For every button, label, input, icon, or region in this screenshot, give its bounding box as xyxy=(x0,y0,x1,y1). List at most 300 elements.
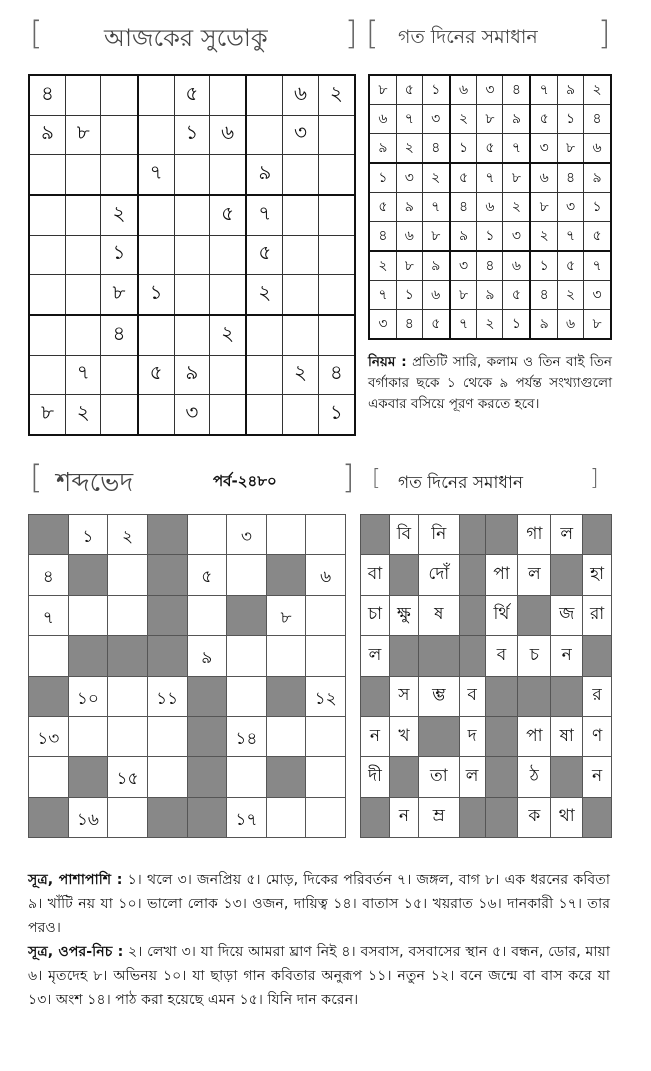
sudoku-solution-cell: ৮ xyxy=(369,75,396,105)
crossword-grid xyxy=(28,514,346,838)
sudoku-solution-row xyxy=(369,309,611,339)
sudoku-rules xyxy=(368,352,612,415)
sudoku-cell: ২ xyxy=(101,195,138,235)
sudoku-solution-cell: ৫ xyxy=(450,163,477,193)
sudoku-row xyxy=(29,155,355,195)
crossword-cell xyxy=(266,716,306,756)
down-clues: ২। লেখা ৩। যা দিয়ে আমরা ঘ্রাণ নিই ৪। বসবাস, বসবাসের স্থান ৫। বন্ধন, ডোর, মায়া ৬। মৃতদেহ ৮। অভিনয় ১০। যা ছাড়া গান কবিতার অনুরূপ ১১। নতুন ১২। বনে জন্মে বা বাস করে যা ১৩। অংশ ১৪। পাঠ করা হয়েছে এমন ১৫। যিনি দান করেন। xyxy=(28,944,611,1008)
sudoku-cell xyxy=(29,355,66,395)
sudoku-cell: ২ xyxy=(283,355,318,395)
clue-number: ৩ xyxy=(240,527,252,547)
crossword-cell xyxy=(147,757,187,797)
rules-label: নিয়ম : xyxy=(368,354,407,370)
sudoku-solution-cell: ৪ xyxy=(503,75,530,105)
crossword-solution-row xyxy=(361,757,612,797)
sudoku-cell xyxy=(101,355,138,395)
crossword-solution-cell: দ xyxy=(459,716,485,756)
sudoku-solution-cell: ৬ xyxy=(369,105,396,134)
crossword-solution-cell: দী xyxy=(361,757,390,797)
sudoku-solution-cell: ৫ xyxy=(369,192,396,221)
clue-number: ১৭ xyxy=(235,809,258,830)
sudoku-solution-cell: ১ xyxy=(477,221,503,251)
sudoku-cell xyxy=(210,235,247,275)
crossword-solution-cell: ন xyxy=(551,636,583,676)
sudoku-cell: ৯ xyxy=(174,355,209,395)
sudoku-solution-cell: ২ xyxy=(503,192,530,221)
crossword-row xyxy=(29,515,346,555)
sudoku-cell: ৮ xyxy=(29,395,66,435)
crossword-cell xyxy=(227,676,267,716)
crossword-solution-cell: ক xyxy=(518,797,551,837)
sudoku-solution-cell: ৪ xyxy=(396,309,422,339)
crossword-solution-black-cell xyxy=(551,555,583,595)
crossword-black-cell xyxy=(147,595,187,635)
sudoku-solution-cell: ২ xyxy=(396,133,422,163)
sudoku-row xyxy=(29,275,355,315)
crossword-row xyxy=(29,757,346,797)
sudoku-cell xyxy=(138,75,175,115)
crossword-solution-row xyxy=(361,555,612,595)
clue-number: ১২ xyxy=(314,688,337,709)
sudoku-solution-cell: ৭ xyxy=(503,133,530,163)
crossword-solution-cell: বা xyxy=(361,555,390,595)
crossword-black-cell xyxy=(187,676,227,716)
sudoku-solution-cell: ৩ xyxy=(558,192,584,221)
crossword-solution-cell: দোঁ xyxy=(418,555,459,595)
sudoku-cell: ৫ xyxy=(246,235,283,275)
sudoku-cell xyxy=(210,155,247,195)
sudoku-cell xyxy=(66,155,101,195)
sudoku-row xyxy=(29,75,355,115)
sudoku-cell xyxy=(101,155,138,195)
sudoku-solution-cell: ৫ xyxy=(558,251,584,281)
crossword-cell xyxy=(108,595,148,635)
sudoku-solution-cell: ৩ xyxy=(422,105,449,134)
crossword-solution-black-cell xyxy=(418,636,459,676)
crossword-black-cell xyxy=(29,797,69,837)
crossword-solution-black-cell xyxy=(389,636,418,676)
sudoku-solution-cell: ১ xyxy=(422,75,449,105)
sudoku-cell: ৪ xyxy=(29,75,66,115)
sudoku-solution-cell: ৮ xyxy=(477,105,503,134)
sudoku-solution-cell: ৫ xyxy=(584,221,611,251)
crossword-solution-black-cell xyxy=(551,757,583,797)
sudoku-solution-cell: ১ xyxy=(450,133,477,163)
crossword-solution-cell: ন xyxy=(389,797,418,837)
crossword-black-cell xyxy=(227,595,267,635)
rules-text: প্রতিটি সারি, কলাম ও তিন বাই তিন বর্গাকার ছকে ১ থেকে ৯ পর্যন্ত সংখ্যাগুলো একবার বসিয়ে পূরণ করতে হবে। xyxy=(368,354,612,412)
crossword-solution-cell: ল xyxy=(361,636,390,676)
bracket-open: [ xyxy=(30,14,43,52)
crossword-row xyxy=(29,797,346,837)
crossword-solution-cell: স xyxy=(389,676,418,716)
sudoku-cell xyxy=(29,275,66,315)
crossword-solution-black-cell xyxy=(459,595,485,635)
sudoku-cell xyxy=(29,235,66,275)
sudoku-solution-row xyxy=(369,221,611,251)
sudoku-cell: ৬ xyxy=(210,115,247,155)
crossword-cell xyxy=(187,595,227,635)
sudoku-solution-cell: ১ xyxy=(369,163,396,193)
sudoku-cell: ১ xyxy=(174,115,209,155)
crossword-solution-black-cell xyxy=(485,515,518,555)
sudoku-solution-cell: ৮ xyxy=(503,163,530,193)
sudoku-solution-cell: ৯ xyxy=(558,75,584,105)
sudoku-cell xyxy=(29,195,66,235)
crossword-solution-black-cell xyxy=(583,797,612,837)
sudoku-solution-row xyxy=(369,163,611,193)
crossword-solution-black-cell xyxy=(389,555,418,595)
crossword-solution-cell: ক্ষু xyxy=(389,595,418,635)
sudoku-solution-cell: ৪ xyxy=(450,192,477,221)
crossword-cell xyxy=(29,555,69,595)
sudoku-cell xyxy=(246,315,283,355)
sudoku-cell xyxy=(66,75,101,115)
crossword-cell xyxy=(68,797,108,837)
sudoku-cell xyxy=(318,275,355,315)
crossword-black-cell xyxy=(147,555,187,595)
sudoku-solution-cell: ৯ xyxy=(503,105,530,134)
crossword-solution-cell: চা xyxy=(361,595,390,635)
clue-number: ৯ xyxy=(201,648,213,669)
sudoku-cell: ৫ xyxy=(138,355,175,395)
crossword-solution-black-cell xyxy=(583,515,612,555)
crossword-solution-cell: ল xyxy=(551,515,583,555)
sudoku-solution-cell: ১ xyxy=(584,192,611,221)
sudoku-cell xyxy=(66,275,101,315)
clue-number: ১০ xyxy=(76,688,99,709)
sudoku-row xyxy=(29,395,355,435)
crossword-cell xyxy=(108,676,148,716)
crossword-black-cell xyxy=(68,555,108,595)
clue-number: ৬ xyxy=(320,567,332,588)
crossword-cell xyxy=(266,595,306,635)
crossword-cell xyxy=(187,636,227,676)
sudoku-solution-cell: ৪ xyxy=(422,133,449,163)
sudoku-cell xyxy=(174,195,209,235)
crossword-solution-black-cell xyxy=(361,676,390,716)
crossword-solution-cell: জ xyxy=(551,595,583,635)
sudoku-solution-cell: ১ xyxy=(396,280,422,309)
sudoku-cell: ৫ xyxy=(210,195,247,235)
sudoku-cell xyxy=(283,395,318,435)
sudoku-cell xyxy=(66,315,101,355)
sudoku-cell xyxy=(101,75,138,115)
crossword-solution-row xyxy=(361,797,612,837)
sudoku-cell xyxy=(138,395,175,435)
bracket-open: [ xyxy=(366,14,379,52)
sudoku-cell xyxy=(318,235,355,275)
sudoku-cell xyxy=(174,155,209,195)
sudoku-cell: ৩ xyxy=(283,115,318,155)
crossword-solution-black-cell xyxy=(583,636,612,676)
sudoku-cell: ৫ xyxy=(174,75,209,115)
sudoku-cell: ১ xyxy=(101,235,138,275)
crossword-solution-black-cell xyxy=(485,676,518,716)
crossword-cell xyxy=(306,595,346,635)
sudoku-solution-cell: ৫ xyxy=(422,309,449,339)
clue-number: ৫ xyxy=(201,567,213,588)
sudoku-solution-cell: ৭ xyxy=(422,192,449,221)
sudoku-cell xyxy=(29,155,66,195)
clue-number: ১৪ xyxy=(235,728,258,749)
crossword-solution-cell: থা xyxy=(551,797,583,837)
crossword-cell xyxy=(306,797,346,837)
sudoku-cell xyxy=(283,235,318,275)
crossword-solution-cell: ম্ভ xyxy=(418,676,459,716)
sudoku-solution-grid xyxy=(368,74,612,340)
crossword-solution-black-cell xyxy=(485,797,518,837)
crossword-cell xyxy=(108,757,148,797)
crossword-cell xyxy=(147,716,187,756)
crossword-solution-cell: হা xyxy=(583,555,612,595)
crossword-solution-cell: ল xyxy=(518,555,551,595)
sudoku-cell xyxy=(138,315,175,355)
crossword-cell xyxy=(108,797,148,837)
sudoku-solution-cell: ৮ xyxy=(558,133,584,163)
sudoku-row xyxy=(29,235,355,275)
sudoku-solution-cell: ৮ xyxy=(396,251,422,281)
sudoku-solution-cell: ৭ xyxy=(369,280,396,309)
crossword-cell xyxy=(306,515,346,555)
sudoku-cell: ১ xyxy=(318,395,355,435)
crossword-cell xyxy=(227,555,267,595)
crossword-title: শব্দভেদ xyxy=(56,468,134,498)
sudoku-solution-cell: ২ xyxy=(584,75,611,105)
crossword-cell xyxy=(147,676,187,716)
crossword-cell xyxy=(266,515,306,555)
crossword-solution-black-cell xyxy=(518,676,551,716)
crossword-cell xyxy=(306,716,346,756)
crossword-solution-cell: পা xyxy=(518,716,551,756)
bracket-close: ] xyxy=(590,466,599,491)
crossword-black-cell xyxy=(187,716,227,756)
crossword-cell xyxy=(306,636,346,676)
sudoku-solution-cell: ২ xyxy=(530,221,557,251)
sudoku-solution-cell: ৭ xyxy=(477,163,503,193)
crossword-solution-cell: র xyxy=(583,676,612,716)
sudoku-cell xyxy=(66,195,101,235)
crossword-solution-grid xyxy=(360,514,612,838)
down-label: সূত্র, ওপর-নিচ : xyxy=(28,944,124,960)
crossword-cell xyxy=(227,515,267,555)
crossword-cell xyxy=(227,797,267,837)
sudoku-solution-cell: ২ xyxy=(477,309,503,339)
crossword-black-cell xyxy=(187,757,227,797)
crossword-solution-black-cell xyxy=(418,716,459,756)
crossword-solution-cell: গা xyxy=(518,515,551,555)
crossword-black-cell xyxy=(187,797,227,837)
bracket-close: ] xyxy=(345,14,358,52)
sudoku-row xyxy=(29,115,355,155)
sudoku-solution-cell: ৭ xyxy=(558,221,584,251)
sudoku-solution-cell: ২ xyxy=(369,251,396,281)
sudoku-solution-row xyxy=(369,133,611,163)
sudoku-cell: ২ xyxy=(66,395,101,435)
crossword-cell xyxy=(227,716,267,756)
sudoku-solution-cell: ৩ xyxy=(584,280,611,309)
bracket-open: [ xyxy=(372,466,381,491)
sudoku-cell xyxy=(138,195,175,235)
crossword-solution-cell: ব xyxy=(485,636,518,676)
crossword-solution-cell: ন xyxy=(361,716,390,756)
across-label: সূত্র, পাশাপাশি : xyxy=(28,872,123,888)
sudoku-row xyxy=(29,315,355,355)
crossword-solution-row xyxy=(361,595,612,635)
crossword-cell xyxy=(306,676,346,716)
crossword-solution-cell: রা xyxy=(583,595,612,635)
sudoku-cell xyxy=(66,235,101,275)
bracket-close: ] xyxy=(342,458,355,496)
sudoku-cell xyxy=(318,315,355,355)
sudoku-cell xyxy=(246,75,283,115)
crossword-cell xyxy=(29,757,69,797)
sudoku-solution-cell: ২ xyxy=(558,280,584,309)
crossword-cell xyxy=(227,757,267,797)
crossword-solution-cell: খ xyxy=(389,716,418,756)
sudoku-solution-cell: ৮ xyxy=(584,309,611,339)
clue-number: ৪ xyxy=(42,567,54,588)
sudoku-cell xyxy=(210,395,247,435)
clue-number: ১ xyxy=(82,527,94,547)
sudoku-cell xyxy=(318,155,355,195)
sudoku-solution-cell: ৩ xyxy=(477,75,503,105)
crossword-solution-title: গত দিনের সমাধান xyxy=(398,473,524,493)
sudoku-cell xyxy=(138,235,175,275)
sudoku-cell xyxy=(210,355,247,395)
sudoku-solution-cell: ১ xyxy=(503,309,530,339)
crossword-solution-cell: নি xyxy=(418,515,459,555)
crossword-black-cell xyxy=(68,636,108,676)
sudoku-solution-cell: ৬ xyxy=(422,280,449,309)
crossword-cell xyxy=(266,797,306,837)
crossword-solution-black-cell xyxy=(485,757,518,797)
crossword-solution-black-cell xyxy=(551,676,583,716)
crossword-solution-row xyxy=(361,716,612,756)
crossword-solution-cell: ব xyxy=(459,676,485,716)
crossword-cell xyxy=(108,716,148,756)
sudoku-cell: ১ xyxy=(138,275,175,315)
crossword-solution-cell: পা xyxy=(485,555,518,595)
sudoku-solution-cell: ৬ xyxy=(530,163,557,193)
crossword-black-cell xyxy=(147,797,187,837)
sudoku-solution-cell: ৮ xyxy=(422,221,449,251)
sudoku-solution-cell: ৩ xyxy=(369,309,396,339)
sudoku-cell xyxy=(283,195,318,235)
crossword-cell xyxy=(108,515,148,555)
crossword-solution-cell: র্থি xyxy=(485,595,518,635)
crossword-solution-cell: ষ xyxy=(418,595,459,635)
crossword-solution-black-cell xyxy=(459,797,485,837)
crossword-solution-black-cell xyxy=(459,555,485,595)
sudoku-solution-cell: ৬ xyxy=(477,192,503,221)
sudoku-solution-cell: ৪ xyxy=(477,251,503,281)
sudoku-solution-cell: ৬ xyxy=(450,75,477,105)
crossword-cell xyxy=(68,716,108,756)
sudoku-cell: ৮ xyxy=(66,115,101,155)
crossword-cell xyxy=(187,555,227,595)
sudoku-title: আজকের সুডোকু xyxy=(104,24,268,52)
crossword-solution-cell: ল xyxy=(459,757,485,797)
sudoku-cell xyxy=(318,195,355,235)
clue-number: ৭ xyxy=(42,607,54,628)
across-clues: ১। থলে ৩। জনপ্রিয় ৫। মোড়, দিকের পরিবর্তন ৭। জঙ্গল, বাগ ৮। এক ধরনের কবিতা ৯। খাঁটি নয় যা ১০। ভালো লোক ১৩। ওজন, দায়িত্ব ১৪। বাতাস ১৫। খয়রাত ১৬। দানকারী ১৭। তার পরও। xyxy=(28,872,610,936)
crossword-cell xyxy=(68,515,108,555)
sudoku-solution-cell: ৮ xyxy=(530,192,557,221)
sudoku-cell xyxy=(246,115,283,155)
clue-number: ৮ xyxy=(280,607,292,628)
sudoku-cell xyxy=(174,315,209,355)
sudoku-solution-cell: ৯ xyxy=(530,309,557,339)
sudoku-solution-cell: ৩ xyxy=(396,163,422,193)
sudoku-solution-cell: ৭ xyxy=(530,75,557,105)
sudoku-solution-cell: ৭ xyxy=(450,309,477,339)
crossword-solution-black-cell xyxy=(459,636,485,676)
sudoku-solution-cell: ৯ xyxy=(422,251,449,281)
sudoku-cell xyxy=(283,275,318,315)
crossword-solution-row xyxy=(361,515,612,555)
sudoku-solution-cell: ১ xyxy=(530,251,557,281)
sudoku-cell: ৭ xyxy=(138,155,175,195)
crossword-black-cell xyxy=(266,555,306,595)
crossword-clues xyxy=(28,868,610,1012)
sudoku-cell xyxy=(210,275,247,315)
crossword-row xyxy=(29,716,346,756)
sudoku-cell xyxy=(246,355,283,395)
crossword-solution-black-cell xyxy=(485,716,518,756)
crossword-black-cell xyxy=(147,515,187,555)
crossword-row xyxy=(29,595,346,635)
sudoku-solution-cell: ৫ xyxy=(530,105,557,134)
sudoku-cell xyxy=(101,395,138,435)
sudoku-cell xyxy=(246,395,283,435)
sudoku-solution-cell: ৪ xyxy=(558,163,584,193)
sudoku-solution-cell: ৬ xyxy=(503,251,530,281)
crossword-solution-cell: চ xyxy=(518,636,551,676)
crossword-episode: পর্ব-২৪৮০ xyxy=(213,472,277,490)
sudoku-solution-cell: ৫ xyxy=(396,75,422,105)
sudoku-solution-cell: ৩ xyxy=(530,133,557,163)
sudoku-cell: ২ xyxy=(210,315,247,355)
sudoku-cell xyxy=(101,115,138,155)
bracket-close: ] xyxy=(598,14,611,52)
sudoku-cell xyxy=(210,75,247,115)
sudoku-cell: ৮ xyxy=(101,275,138,315)
sudoku-solution-cell: ৩ xyxy=(503,221,530,251)
sudoku-cell: ৯ xyxy=(29,115,66,155)
clue-number: ২ xyxy=(122,527,134,547)
sudoku-cell xyxy=(174,235,209,275)
sudoku-solution-cell: ৬ xyxy=(558,309,584,339)
crossword-cell xyxy=(227,636,267,676)
sudoku-cell: ২ xyxy=(246,275,283,315)
sudoku-solution-row xyxy=(369,105,611,134)
crossword-solution-row xyxy=(361,636,612,676)
crossword-cell xyxy=(68,595,108,635)
crossword-cell xyxy=(108,555,148,595)
crossword-solution-cell: বি xyxy=(389,515,418,555)
sudoku-solution-cell: ৯ xyxy=(396,192,422,221)
crossword-cell xyxy=(306,757,346,797)
crossword-cell xyxy=(29,595,69,635)
sudoku-solution-cell: ৯ xyxy=(369,133,396,163)
sudoku-cell: ৩ xyxy=(174,395,209,435)
sudoku-solution-row xyxy=(369,192,611,221)
sudoku-solution-cell: ৪ xyxy=(369,221,396,251)
sudoku-solution-cell: ৭ xyxy=(584,251,611,281)
sudoku-solution-cell: ৩ xyxy=(450,251,477,281)
crossword-black-cell xyxy=(108,636,148,676)
